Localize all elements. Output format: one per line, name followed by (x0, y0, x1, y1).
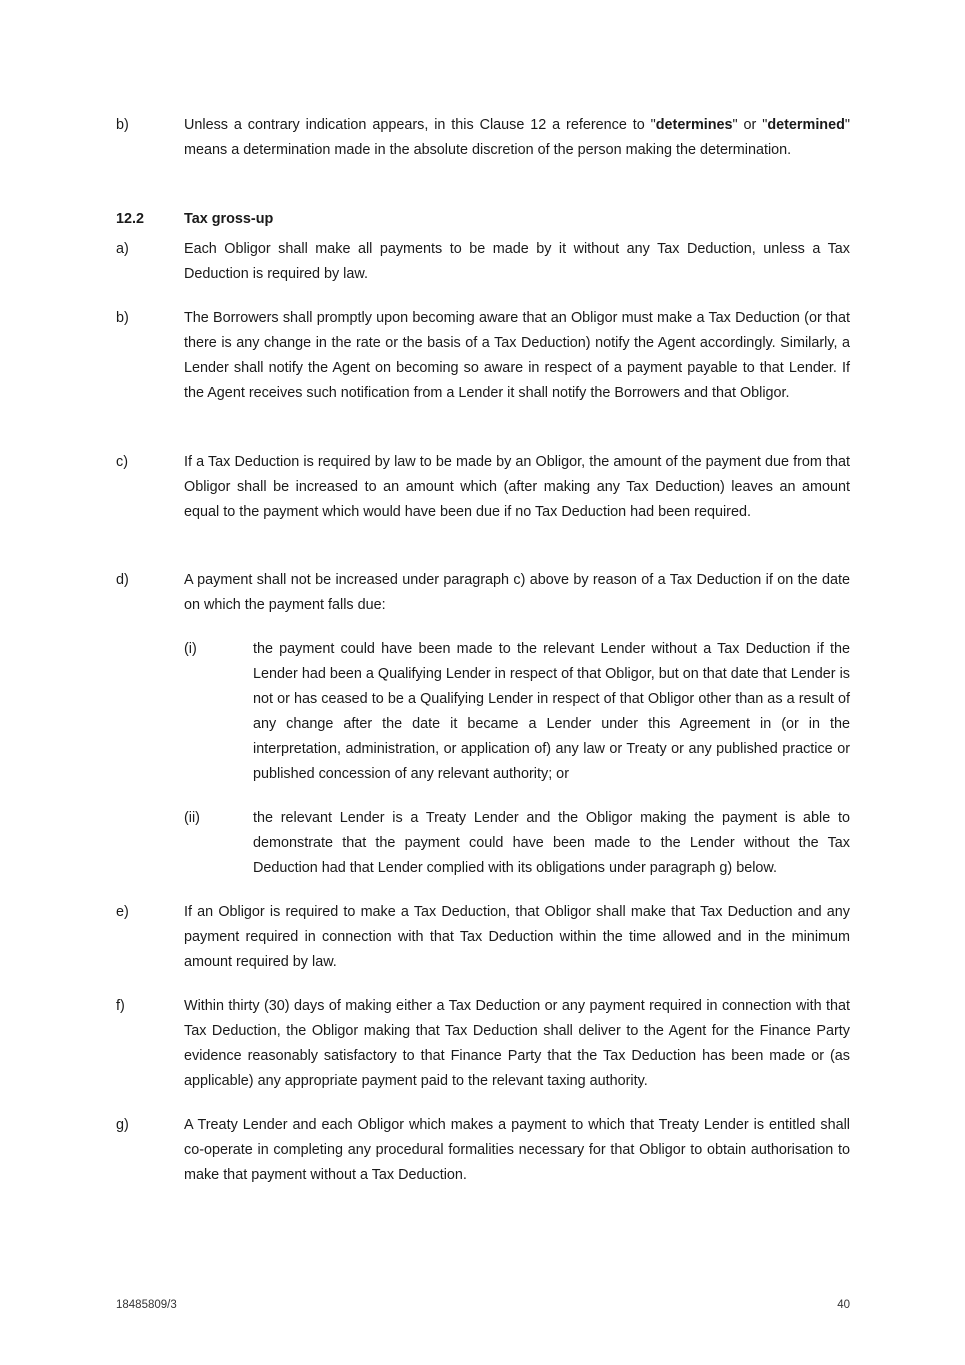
paragraph-f (116, 994, 850, 1094)
section-heading (116, 207, 850, 232)
paragraph-text: The Borrowers shall promptly upon becoming aware that an Obligor must make a Tax Deduction (or that there is any change in the rate or the basis of a Tax Deduction) notify the Agent accordingly. Similarly, a Lender shall notify the Agent on becoming so aware in respect of a payment payable to that Lender. If the Agent receives such notification from a Lender it shall notify the Borrowers and that Obligor. (184, 310, 850, 401)
subparagraph-text: the payment could have been made to the relevant Lender without a Tax Deduction if the Lender had been a Qualifying Lender in respect of that Obligor, but on that date that Lender is not or has ceased to be a Qualifying Lender in respect of that Obligor other than as a result of any change after the date it became a Lender under this Agreement in (or in the interpretation, administration, or application of) any law or Treaty or any published practice or published concession of any relevant authority; or (253, 641, 850, 782)
paragraph-text: If an Obligor is required to make a Tax Deduction, that Obligor shall make that Tax Deduction and any payment required in connection with that Tax Deduction within the time allowed and in the minimum amount required by law. (184, 904, 850, 970)
footer-page-number: 40 (837, 1299, 850, 1311)
paragraph-label: a) (116, 241, 129, 257)
paragraph-label: c) (116, 454, 128, 470)
paragraph-text: Each Obligor shall make all payments to be made by it without any Tax Deduction, unless a Tax Deduction is required by law. (184, 241, 850, 282)
paragraph-text: Within thirty (30) days of making either a Tax Deduction or any payment required in connection with that Tax Deduction, the Obligor making that Tax Deduction shall deliver to the Agent for the Finance Party evidence reasonably satisfactory to that Finance Party that the Tax Deduction has been made or (as applicable) any appropriate payment paid to the relevant taxing authority. (184, 998, 850, 1089)
paragraph-text: If a Tax Deduction is required by law to be made by an Obligor, the amount of the payment due from that Obligor shall be increased to an amount which (after making any Tax Deduction) leaves an amount equal to the payment which would have been due if no Tax Deduction had been required. (184, 454, 850, 520)
paragraph-label: e) (116, 904, 129, 920)
subparagraph-d-ii (184, 806, 850, 881)
paragraph-g (116, 1113, 850, 1188)
paragraph-b (116, 306, 850, 406)
paragraph-b-definitions (116, 113, 850, 163)
paragraph-d (116, 568, 850, 618)
paragraph-label: d) (116, 572, 129, 588)
subparagraph-d-i (184, 637, 850, 786)
footer-doc-reference: 18485809/3 (116, 1299, 177, 1311)
defined-term-determines: determines (655, 117, 733, 133)
defined-term-determined: determined (767, 117, 845, 133)
paragraph-text: A Treaty Lender and each Obligor which makes a payment to which that Treaty Lender is entitled shall co-operate in completing any procedural formalities necessary for that Obligor to obtain authorisation to make that payment without a Tax Deduction. (184, 1117, 850, 1183)
section-title: Tax gross-up (184, 211, 274, 227)
paragraph-c (116, 450, 850, 525)
subparagraph-text: the relevant Lender is a Treaty Lender and the Obligor making the payment is able to demonstrate that the payment could have been made to the Lender without the Tax Deduction had that Lender complied with its obligations under paragraph g) below. (253, 810, 850, 876)
paragraph-label: f) (116, 998, 125, 1014)
paragraph-text: A payment shall not be increased under paragraph c) above by reason of a Tax Deduction if on the date on which the payment falls due: (184, 572, 850, 613)
paragraph-a (116, 237, 850, 287)
paragraph-e (116, 900, 850, 975)
section-number: 12.2 (116, 211, 145, 227)
paragraph-label: b) (116, 310, 129, 326)
subparagraph-label: (i) (184, 641, 197, 657)
subparagraph-label: (ii) (184, 810, 200, 826)
paragraph-text: Unless a contrary indication appears, in this Clause 12 a reference to "determines" or "determined" means a determination made in the absolute discretion of the person making the determination. (184, 117, 851, 158)
paragraph-label: b) (116, 117, 129, 133)
paragraph-label: g) (116, 1117, 129, 1133)
